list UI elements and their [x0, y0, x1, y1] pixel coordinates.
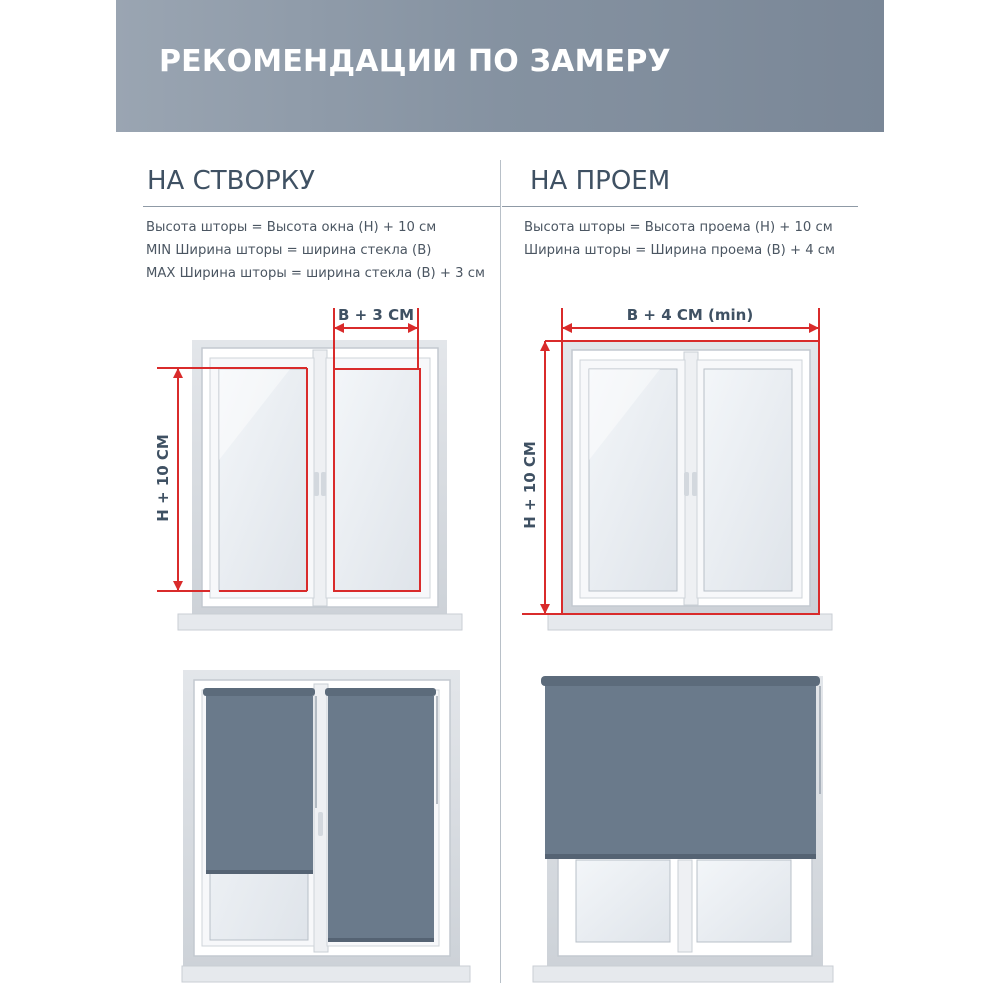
- right-glass: [334, 369, 420, 591]
- window-sill: [182, 966, 470, 982]
- handle-icon: [318, 812, 323, 836]
- right-formula-width: Ширина шторы = Ширина проема (В) + 4 см: [524, 243, 836, 258]
- window-sill: [178, 614, 462, 630]
- right-section-title: НА ПРОЕМ: [530, 166, 671, 196]
- blind-bottom-bar: [328, 938, 434, 942]
- handle-icon: [314, 472, 319, 496]
- arrow-down-icon: [173, 581, 183, 591]
- right-width-label: В + 4 СМ (min): [626, 306, 754, 324]
- sash-blinds-example: [182, 670, 470, 982]
- blind-cassette: [203, 688, 315, 696]
- blind-bottom-bar: [206, 870, 313, 874]
- left-formula-max-width: MAX Ширина шторы = ширина стекла (В) + 3 см: [146, 266, 485, 281]
- arrow-left-icon: [562, 323, 572, 333]
- page-title: РЕКОМЕНДАЦИИ ПО ЗАМЕРУ: [159, 44, 671, 79]
- left-blind-fabric: [206, 696, 313, 872]
- left-formula-height: Высота шторы = Высота окна (Н) + 10 см: [146, 220, 437, 235]
- arrow-up-icon: [173, 368, 183, 378]
- right-height-label: Н + 10 СМ: [521, 441, 539, 529]
- right-blind-fabric: [328, 696, 434, 942]
- arrow-up-icon: [540, 341, 550, 351]
- arrow-down-icon: [540, 604, 550, 614]
- opening-window-measure: [521, 306, 832, 630]
- window-sill: [533, 966, 833, 982]
- left-glass: [576, 860, 670, 942]
- mullion: [678, 860, 692, 952]
- arrow-right-icon: [408, 323, 418, 333]
- handle-icon: [321, 472, 326, 496]
- left-section-title: НА СТВОРКУ: [147, 166, 315, 196]
- handle-icon: [692, 472, 697, 496]
- window-sill: [548, 614, 832, 630]
- right-glass: [697, 860, 791, 942]
- arrow-left-icon: [334, 323, 344, 333]
- arrow-right-icon: [809, 323, 819, 333]
- left-height-label: Н + 10 СМ: [154, 434, 172, 522]
- sash-window-measure: [154, 306, 462, 630]
- full-blind-fabric: [545, 686, 816, 856]
- blind-bottom-bar: [545, 854, 816, 859]
- left-formula-min-width: MIN Ширина шторы = ширина стекла (В): [146, 243, 432, 258]
- handle-icon: [684, 472, 689, 496]
- opening-blind-example: [533, 676, 833, 982]
- right-formula-height: Высота шторы = Высота проема (Н) + 10 см: [524, 220, 833, 235]
- blind-cassette: [325, 688, 436, 696]
- left-width-label: В + 3 СМ: [337, 306, 415, 324]
- blind-cassette: [541, 676, 820, 686]
- right-glass: [704, 369, 792, 591]
